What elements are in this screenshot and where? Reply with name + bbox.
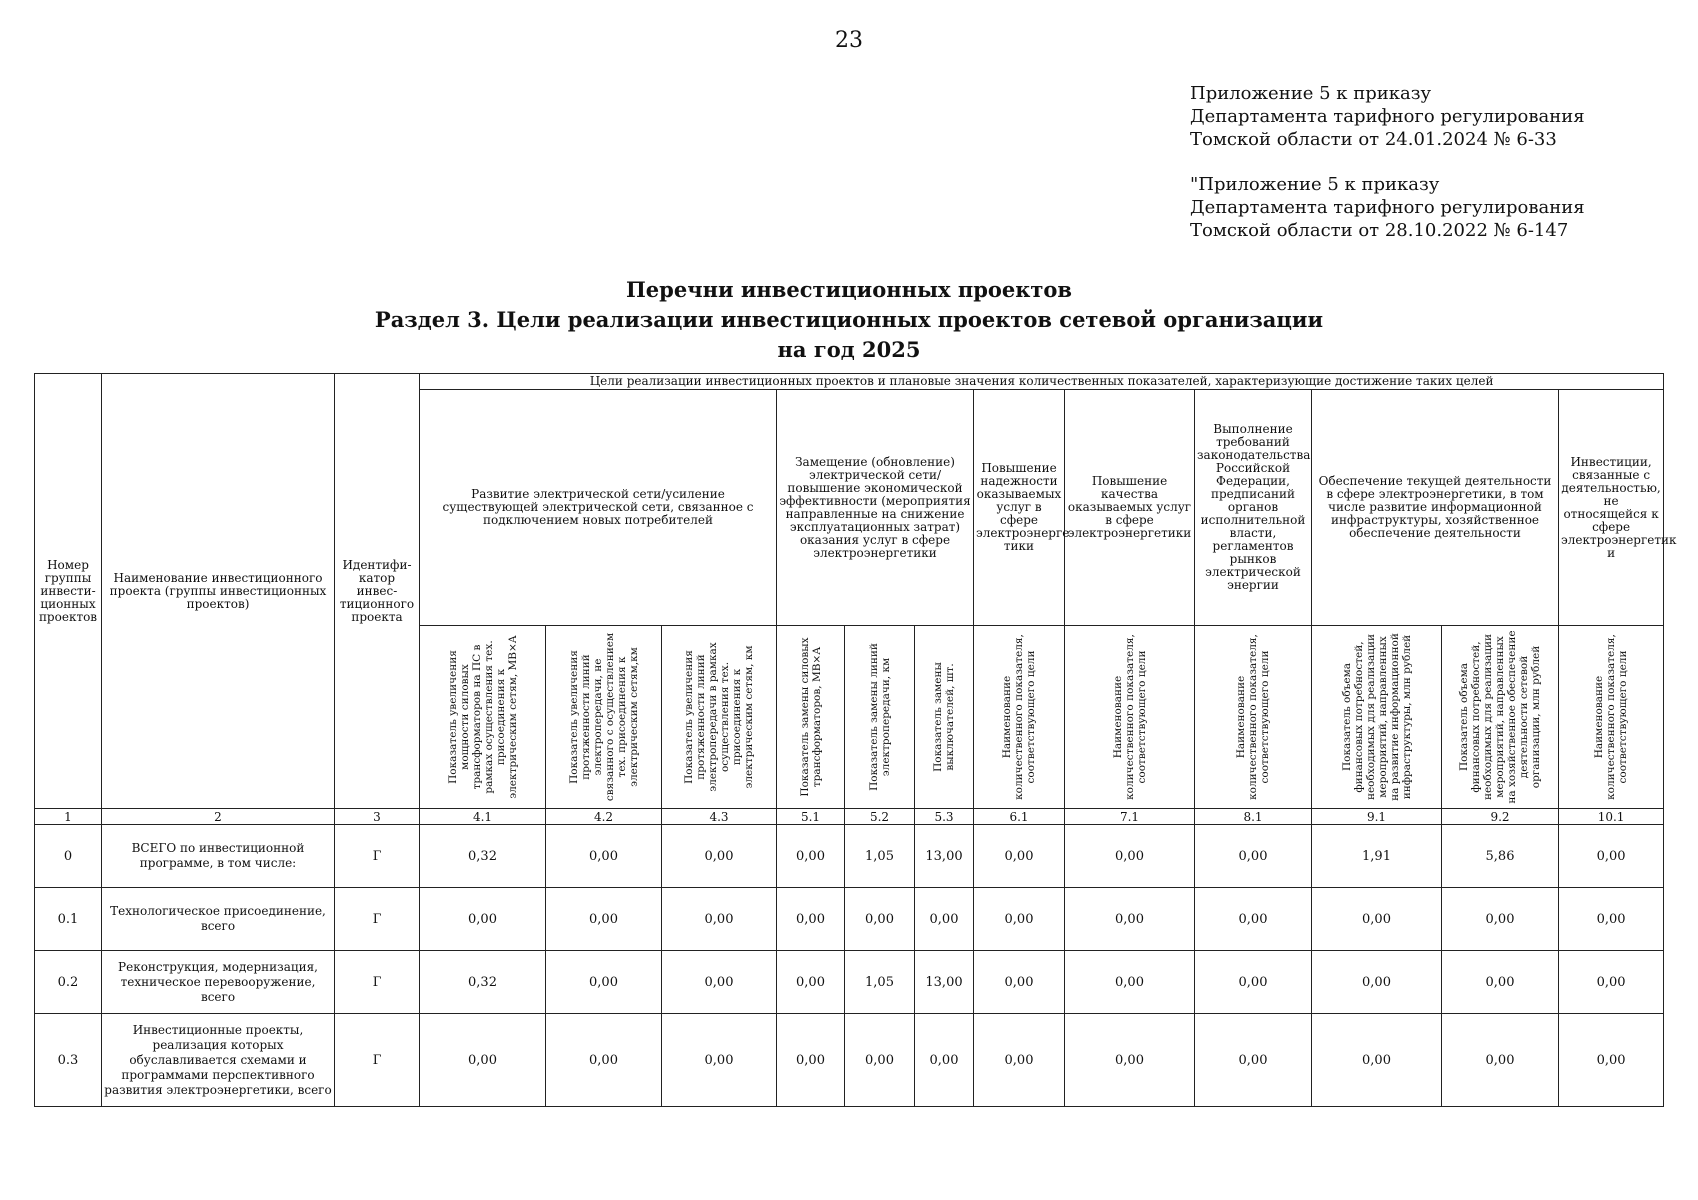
row-value: 0,00 [1195,1014,1312,1107]
row-value: 13,00 [915,951,974,1014]
row-value: 0,00 [845,888,915,951]
indicator-header: Показатель увеличения протяженности линий электропередачи, не связанного с осуществлением тех. присоединения к электрическим сетям,км [546,626,662,809]
row-value: 0,00 [662,1014,777,1107]
goal-quality: Повышение качества оказываемых услуг в сфере электроэнергетики [1065,390,1195,626]
row-value: 0,00 [777,888,845,951]
row-value: 0,00 [546,825,662,888]
row-identifier: Г [335,951,420,1014]
row-number: 0.3 [35,1014,102,1107]
row-value: 0,00 [546,1014,662,1107]
row-value: 0,00 [1442,888,1559,951]
row-value: 0,00 [1312,1014,1442,1107]
row-value: 5,86 [1442,825,1559,888]
goal-current-activity: Обеспечение текущей деятельности в сфере электроэнергетики, в том числе развитие информационной инфраструктуры, хозяйственное обеспечение деятельности [1312,390,1559,626]
table-row [35,1014,1664,1107]
row-value: 0,00 [915,1014,974,1107]
column-number: 4.3 [662,809,777,825]
row-value: 0,00 [1195,825,1312,888]
row-value: 0,00 [777,1014,845,1107]
goal-grid-development: Развитие электрической сети/усиление существующей электрической сети, связанное с подключением новых потребителей [420,390,777,626]
indicator-header: Наименование количественного показателя, соответствующего цели [1195,626,1312,809]
row-value: 0,00 [1195,888,1312,951]
indicator-header: Наименование количественного показателя, соответствующего цели [1065,626,1195,809]
goal-reliability: Повышение надежности оказываемых услуг в сфере электроэнерге тики [974,390,1065,626]
row-value: 0,00 [1065,888,1195,951]
investment-goals-table [34,373,1677,1107]
row-value: 0,00 [420,888,546,951]
indicator-header: Показатель увеличения протяженности линий электропередачи в рамках осуществления тех. присоединения к электрическим сетям, км [662,626,777,809]
header-goals-super: Цели реализации инвестиционных проектов и плановые значения количественных показателей, характеризующие достижение таких целей [420,374,1664,390]
row-value: 0,00 [662,888,777,951]
column-number: 7.1 [1065,809,1195,825]
column-number-row [35,809,1664,825]
row-value: 1,91 [1312,825,1442,888]
row-value: 1,05 [845,825,915,888]
indicator-header: Показатель увеличения мощности силовых трансформаторов на ПС в рамках осуществления тех. присоединения к электрическим сетям, МВ×А [420,626,546,809]
row-value: 0,00 [1559,888,1664,951]
column-number: 9.1 [1312,809,1442,825]
appendix-line: "Приложение 5 к приказу [1190,174,1440,195]
indicator-header: Показатель замены силовых трансформаторов, МВ×А [777,626,845,809]
indicator-header: Наименование количественного показателя, соответствующего цели [1559,626,1664,809]
header-row-super [35,374,1664,390]
row-value: 0,00 [1559,825,1664,888]
row-value: 0,00 [974,1014,1065,1107]
row-value: 0,00 [1442,951,1559,1014]
column-number: 4.2 [546,809,662,825]
header-group-number: Номер группы инвести-ционных проектов [35,374,102,809]
row-value: 0,00 [777,951,845,1014]
row-value: 0,00 [1559,1014,1664,1107]
column-number: 4.1 [420,809,546,825]
row-value: 0,00 [974,825,1065,888]
row-value: 0,00 [1442,1014,1559,1107]
row-project-name: Реконструкция, модернизация, техническое перевооружение, всего [102,951,335,1014]
row-value: 0,32 [420,951,546,1014]
row-value: 0,00 [1195,951,1312,1014]
row-value: 0,00 [1065,951,1195,1014]
row-number: 0 [35,825,102,888]
indicator-header: Показатель объема финансовых потребностей, необходимых для реализации мероприятий, направленных на хозяйственное обеспечение деятельности сетевой организации, млн рублей [1442,626,1559,809]
row-identifier: Г [335,1014,420,1107]
row-value: 1,05 [845,951,915,1014]
row-value: 0,00 [1065,825,1195,888]
page-number: 23 [835,28,863,53]
goal-grid-replacement: Замещение (обновление) электрической сети/повышение экономической эффективности (мероприятия направленные на снижение эксплуатационных затрат) оказания услуг в сфере электроэнергетики [777,390,974,626]
indicator-header: Наименование количественного показателя, соответствующего цели [974,626,1065,809]
column-number: 6.1 [974,809,1065,825]
table-row [35,888,1664,951]
row-value: 13,00 [915,825,974,888]
row-number: 0.1 [35,888,102,951]
column-number: 5.2 [845,809,915,825]
title-line: Раздел 3. Цели реализации инвестиционных проектов сетевой организации [374,307,1324,332]
goal-legal-requirements: Выполнение требований законодательства Российской Федерации, предписаний органов исполнительной власти, регламентов рынков электрической энергии [1195,390,1312,626]
header-project-name: Наименование инвестиционного проекта (группы инвестиционных проектов) [102,374,335,809]
row-value: 0,00 [662,951,777,1014]
column-number: 5.1 [777,809,845,825]
row-value: 0,00 [1312,951,1442,1014]
row-value: 0,32 [420,825,546,888]
row-value: 0,00 [777,825,845,888]
appendix-line: Департамента тарифного регулирования [1190,106,1585,127]
title-line: Перечни инвестиционных проектов [625,277,1073,302]
appendix-line: Приложение 5 к приказу [1190,83,1432,104]
table-row [35,951,1664,1014]
indicator-header: Показатель замены выключателей, шт. [915,626,974,809]
row-number: 0.2 [35,951,102,1014]
column-number: 3 [335,809,420,825]
column-number: 10.1 [1559,809,1664,825]
column-number: 1 [35,809,102,825]
header-identifier: Идентифи-катор инвес-тиционного проекта [335,374,420,809]
appendix-note-previous [1190,173,1670,242]
row-value: 0,00 [420,1014,546,1107]
row-value: 0,00 [1312,888,1442,951]
row-value: 0,00 [915,888,974,951]
document-title [0,275,1698,365]
row-value: 0,00 [546,951,662,1014]
row-project-name: Технологическое присоединение, всего [102,888,335,951]
appendix-note-current [1190,82,1670,151]
row-value: 0,00 [662,825,777,888]
row-value: 0,00 [974,888,1065,951]
row-value: 0,00 [1559,951,1664,1014]
indicator-header: Показатель объема финансовых потребностей, необходимых для реализации мероприятий, направленных на развитие информационной инфраструктуры, млн рублей [1312,626,1442,809]
row-value: 0,00 [1065,1014,1195,1107]
appendix-line: Томской области от 24.01.2024 № 6-33 [1190,129,1557,150]
title-line: на год 2025 [777,337,921,362]
row-identifier: Г [335,888,420,951]
column-number: 9.2 [1442,809,1559,825]
row-value: 0,00 [845,1014,915,1107]
column-number: 5.3 [915,809,974,825]
row-value: 0,00 [546,888,662,951]
appendix-line: Департамента тарифного регулирования [1190,197,1585,218]
column-number: 8.1 [1195,809,1312,825]
table-row-total [35,825,1664,888]
row-project-name: Инвестиционные проекты, реализация которых обуславливается схемами и программами перспективного развития электроэнергетики, всего [102,1014,335,1107]
row-value: 0,00 [974,951,1065,1014]
indicator-header: Показатель замены линий электропередачи, км [845,626,915,809]
row-identifier: Г [335,825,420,888]
goal-non-energy-investments: Инвестиции, связанные с деятельностью, не относящейся к сфере электроэнергетик и [1559,390,1664,626]
column-number: 2 [102,809,335,825]
row-project-name: ВСЕГО по инвестиционной программе, в том числе: [102,825,335,888]
appendix-line: Томской области от 28.10.2022 № 6-147 [1190,220,1569,241]
